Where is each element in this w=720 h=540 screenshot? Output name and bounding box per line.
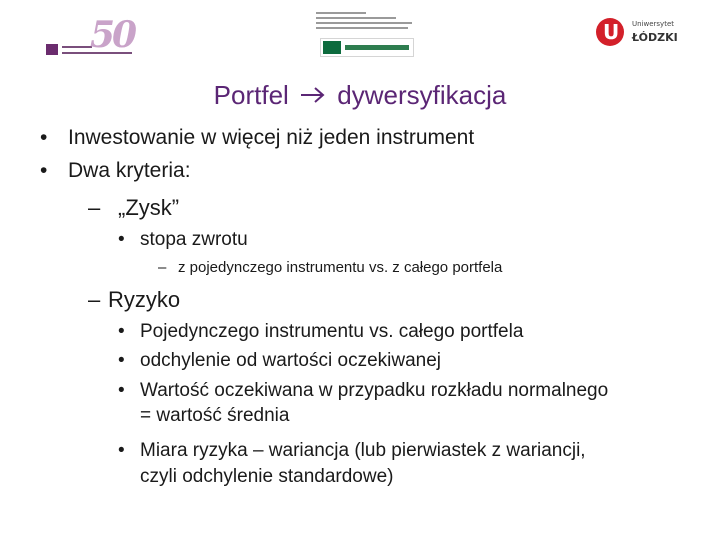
bullet-icon: • (118, 321, 125, 342)
ryzyko-point: Pojedynczego instrumentu vs. całego portfela (140, 321, 524, 342)
bullet-text: Inwestowanie w więcej niż jeden instrument (68, 126, 475, 149)
zysk-sub: z pojedynczego instrumentu vs. z całego portfela (178, 259, 503, 276)
bullet-icon: • (118, 229, 125, 250)
dash-icon: – (158, 259, 167, 276)
bullet-icon: • (118, 440, 125, 461)
dash-icon: – (88, 195, 101, 220)
ryzyko-point: Miara ryzyka – wariancja (lub pierwiastek z wariancji, (140, 440, 586, 461)
logo-university-caption: Uniwersytet (632, 20, 674, 28)
bullet-text: Dwa kryteria: (68, 159, 191, 182)
university-emblem-icon: U (596, 18, 624, 46)
logo-fifty-text: 50 (90, 14, 135, 56)
bullet-icon: • (118, 380, 125, 401)
dash-icon: – (88, 287, 101, 312)
bullet-icon: • (40, 126, 48, 149)
logo-university-name: ŁÓDZKI (632, 31, 678, 44)
ryzyko-point: Wartość oczekiwana w przypadku rozkładu normalnego (140, 380, 609, 401)
ryzyko-heading: Ryzyko (108, 287, 181, 312)
ryzyko-point-continuation: = wartość średnia (140, 405, 290, 426)
bullet-icon: • (40, 159, 48, 182)
ryzyko-point: odchylenie od wartości oczekiwanej (140, 350, 441, 371)
zysk-point: stopa zwrotu (140, 229, 248, 250)
bullet-icon: • (118, 350, 125, 371)
ryzyko-point-continuation: czyli odchylenie standardowe) (140, 466, 394, 487)
title-right: dywersyfikacja (337, 80, 507, 110)
title-left: Portfel (213, 80, 289, 110)
zysk-heading: „Zysk” (118, 195, 180, 220)
